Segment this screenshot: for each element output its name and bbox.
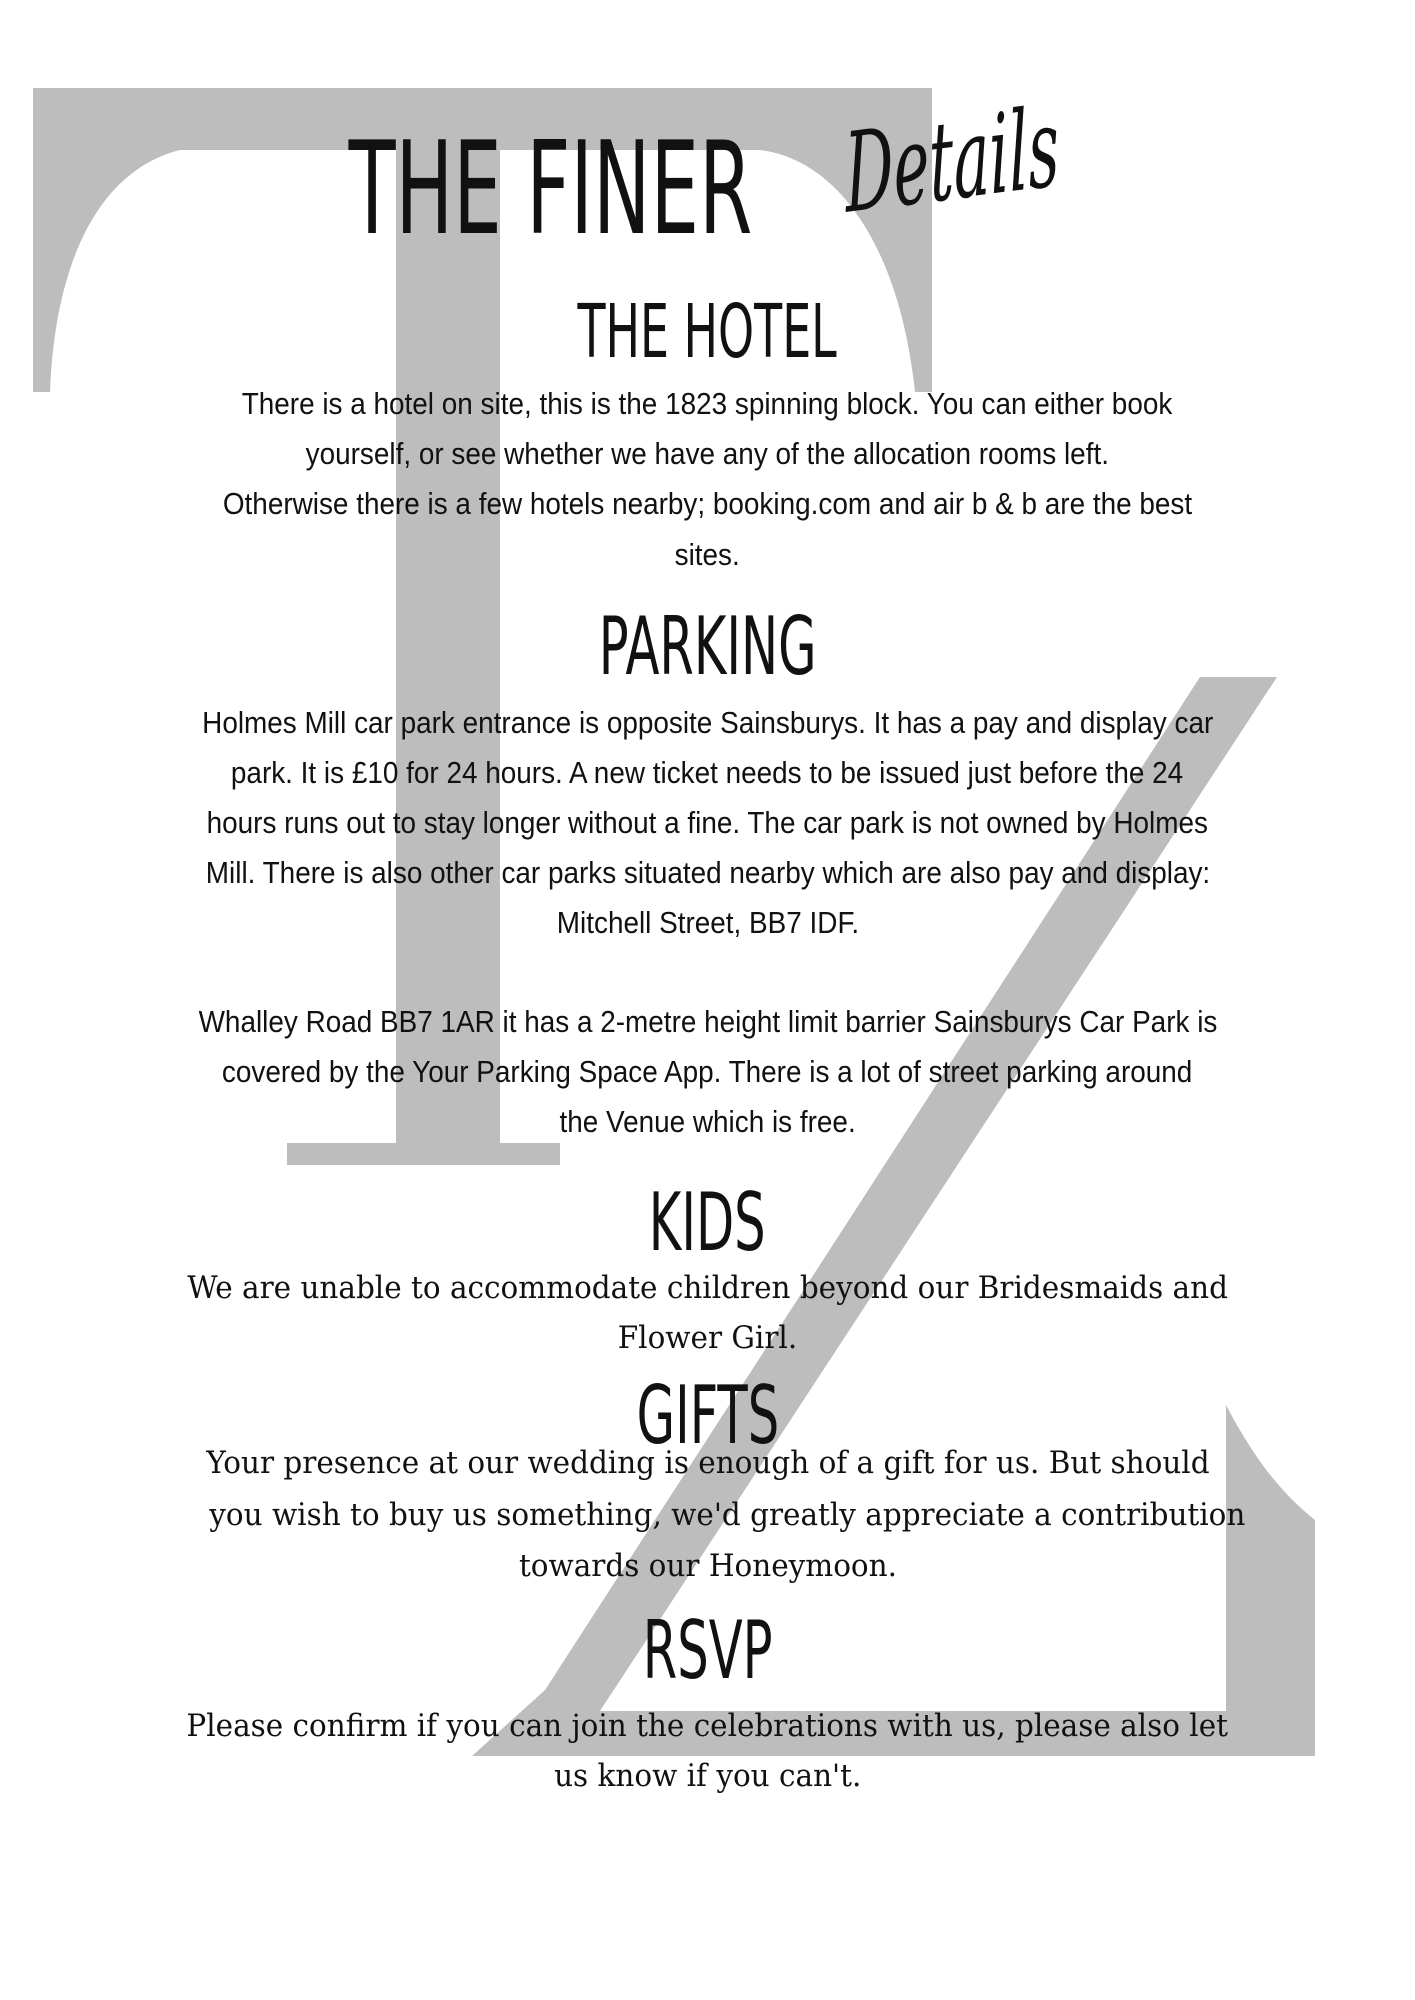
gifts-text-line xyxy=(0,1445,1415,1481)
text: Mill. There is also other car parks situated nearby which are also pay and display: xyxy=(205,855,1210,890)
text: you wish to buy us something, we'd greatly appreciate a contribution xyxy=(209,1497,1246,1533)
title-script-text: Details xyxy=(842,82,1062,238)
gifts-text-line xyxy=(20,1497,1415,1533)
kids-text-line xyxy=(0,1270,1415,1306)
text: Otherwise there is a few hotels nearby; booking.com and air b & b are the best xyxy=(222,486,1193,521)
text: THE HOTEL xyxy=(577,289,838,375)
text: sites. xyxy=(674,537,741,572)
text: We are unable to accommodate children beyond our Bridesmaids and xyxy=(187,1270,1228,1306)
kids-text-line xyxy=(0,1320,1415,1356)
title-main: THE FINER xyxy=(348,115,752,264)
rsvp-text-line xyxy=(0,1708,1415,1744)
parking-text-line xyxy=(0,905,1415,941)
text: Your presence at our wedding is enough of a gift for us. But should xyxy=(205,1445,1210,1481)
hotel-text-line xyxy=(0,486,1415,522)
text: RSVP xyxy=(642,1604,773,1697)
text: Flower Girl. xyxy=(617,1320,798,1356)
text: Whalley Road BB7 1AR it has a 2-metre height limit barrier Sainsburys Car Park is xyxy=(198,1004,1217,1039)
hotel-text-line xyxy=(0,537,1415,573)
text: GIFTS xyxy=(636,1369,779,1462)
hotel-heading xyxy=(0,289,1415,375)
kids-heading xyxy=(0,1176,1415,1269)
text: Holmes Mill car park entrance is opposite Sainsburys. It has a pay and display car xyxy=(201,705,1214,740)
text: Mitchell Street, BB7 IDF. xyxy=(556,905,859,940)
text: us know if you can't. xyxy=(553,1758,862,1794)
title-script xyxy=(842,82,1235,238)
text: Please confirm if you can join the celebrations with us, please also let xyxy=(186,1708,1229,1744)
text: PARKING xyxy=(598,600,817,693)
parking-text-line xyxy=(0,755,1415,791)
parking-text-line xyxy=(0,705,1415,741)
text: yourself, or see whether we have any of the allocation rooms left. xyxy=(305,436,1110,471)
text: There is a hotel on site, this is the 1823 spinning block. You can either book xyxy=(242,386,1173,421)
parking-text-line xyxy=(0,1004,1415,1040)
text: covered by the Your Parking Space App. There is a lot of street parking around xyxy=(222,1054,1193,1089)
text: towards our Honeymoon. xyxy=(518,1548,897,1584)
text: KIDS xyxy=(649,1176,766,1269)
hotel-text-line xyxy=(0,386,1415,422)
text: the Venue which is free. xyxy=(559,1104,856,1139)
parking-heading xyxy=(0,600,1415,693)
rsvp-text-line xyxy=(0,1758,1415,1794)
rsvp-heading xyxy=(0,1604,1415,1697)
text: hours runs out to stay longer without a fine. The car park is not owned by Holmes xyxy=(206,805,1209,840)
parking-text-line xyxy=(0,805,1415,841)
parking-text-line xyxy=(0,855,1415,891)
hotel-text-line xyxy=(0,436,1415,472)
gifts-text-line xyxy=(0,1548,1415,1584)
text: park. It is £10 for 24 hours. A new ticket needs to be issued just before the 24 xyxy=(231,755,1184,790)
parking-text-line xyxy=(0,1054,1415,1090)
parking-text-line xyxy=(0,1104,1415,1140)
